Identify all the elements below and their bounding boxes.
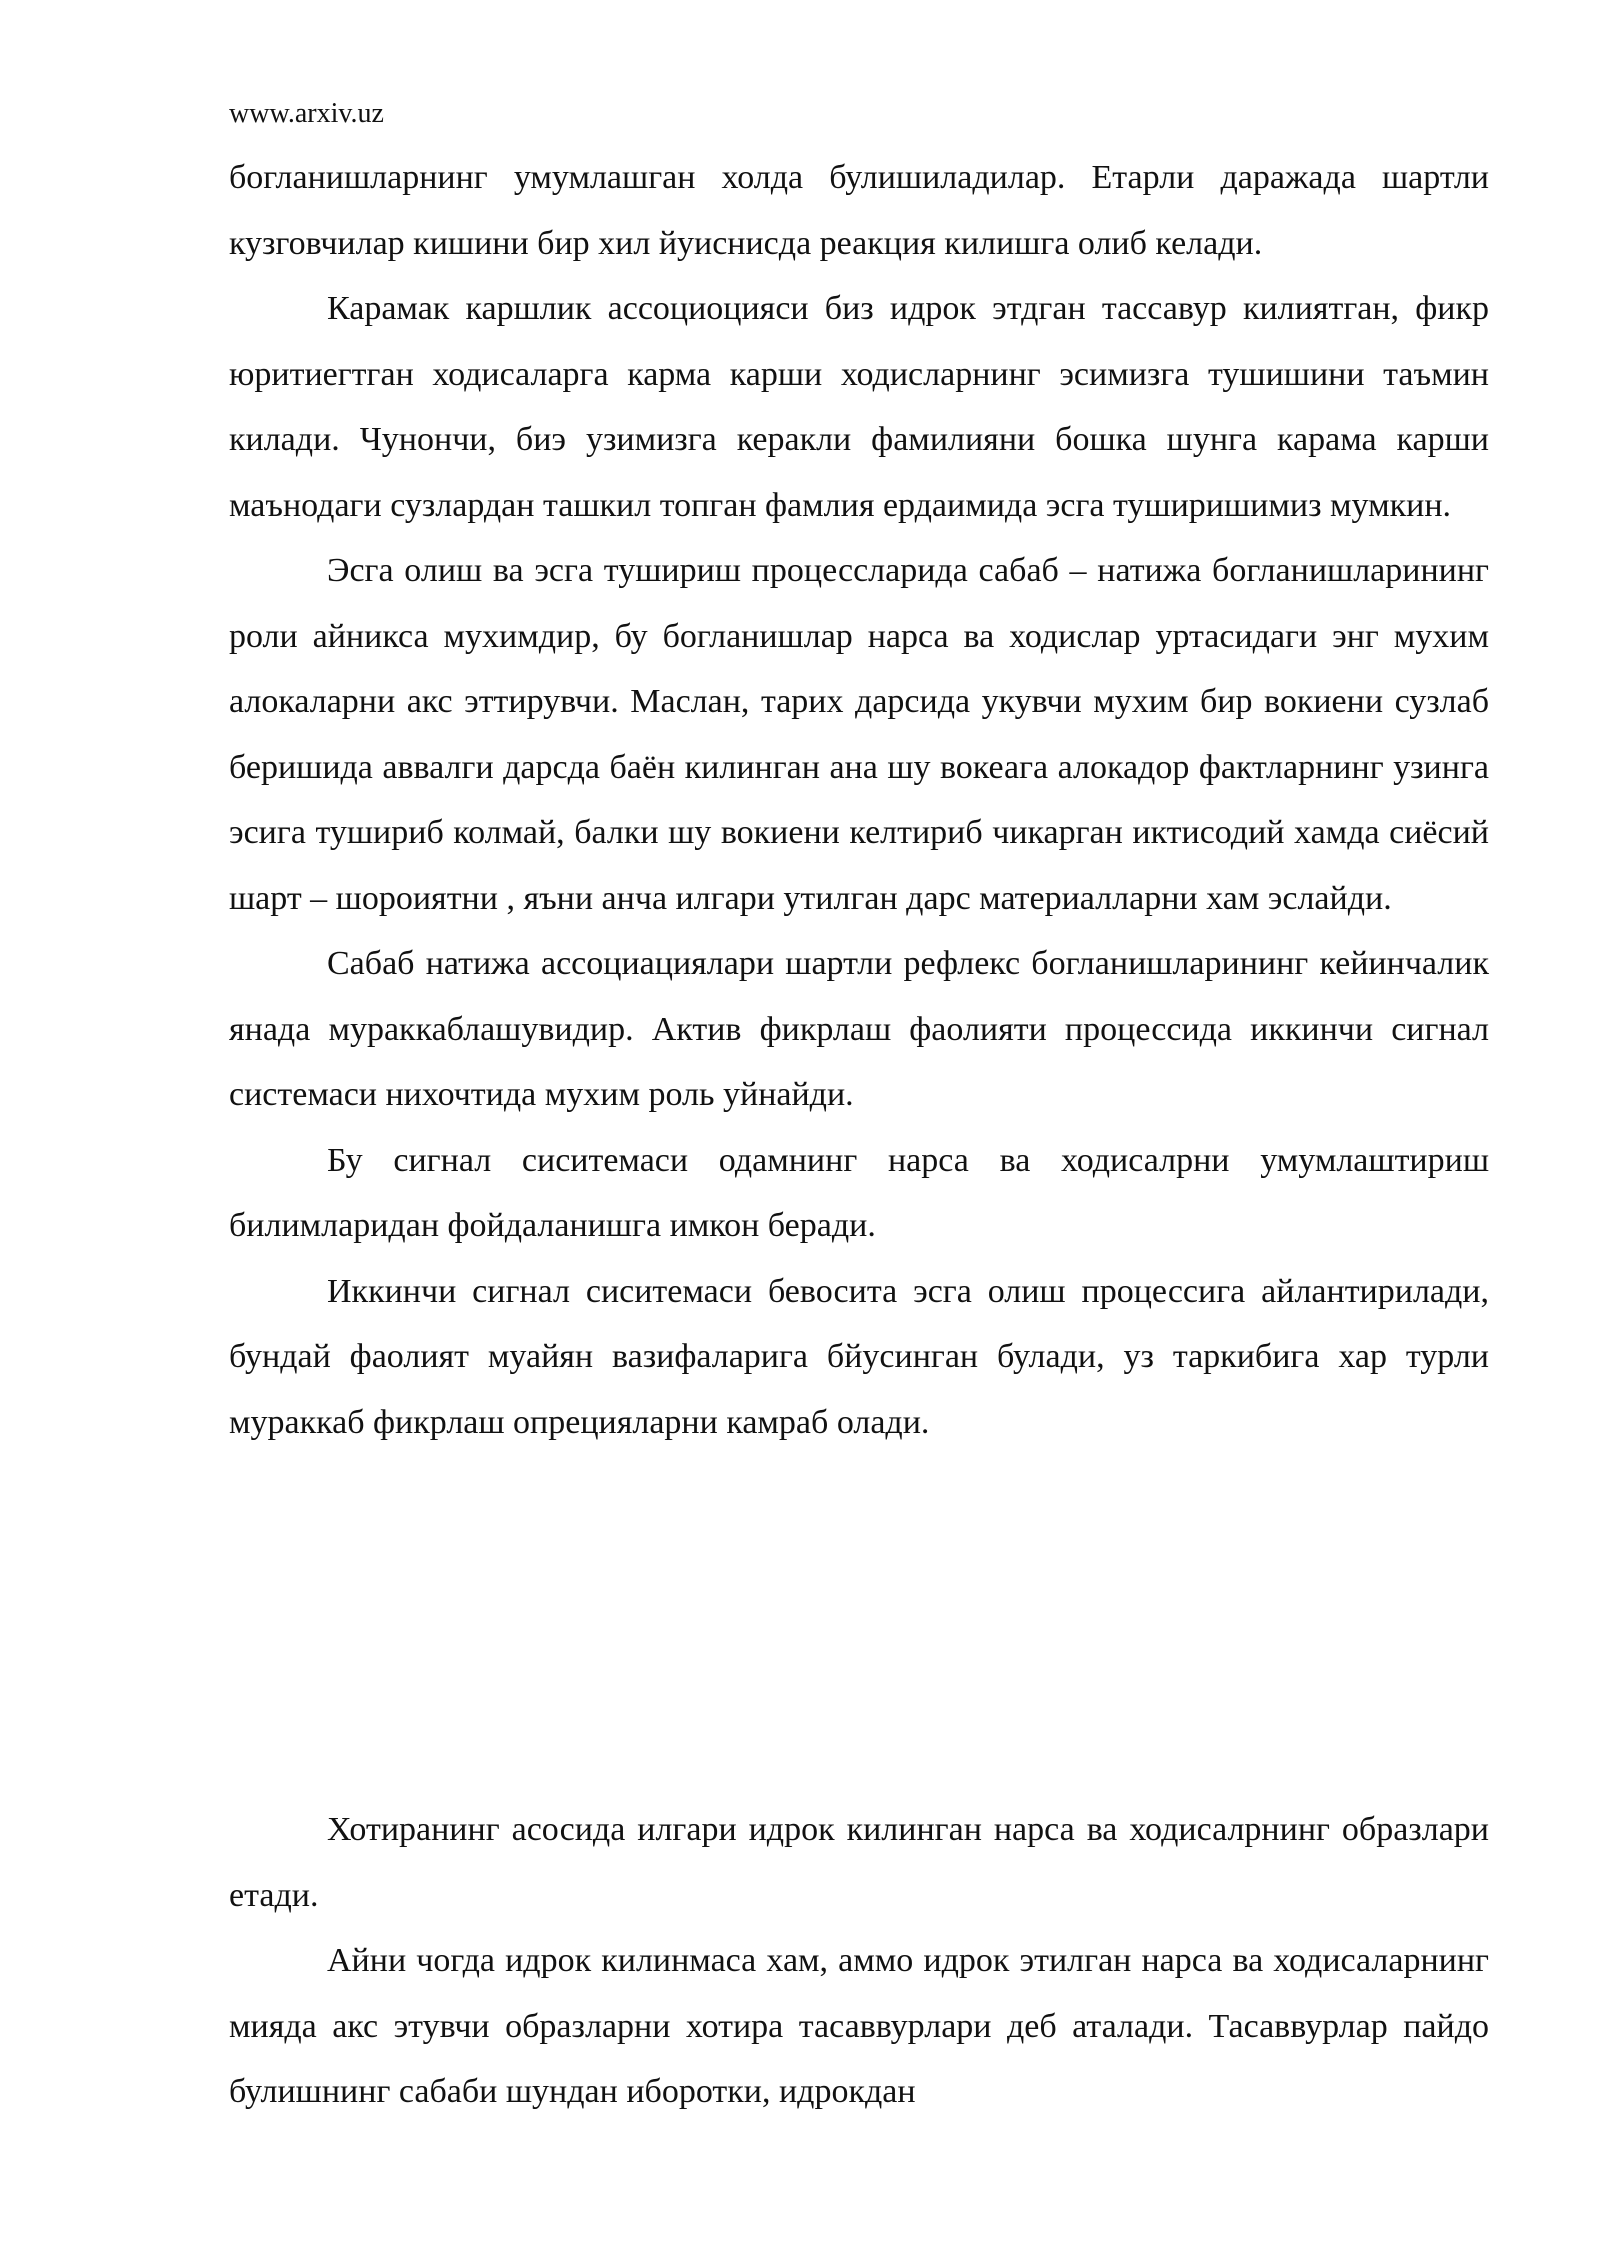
paragraph-2: Карамак каршлик ассоциоцияси биз идрок этдган тассавур килиятган, фикр юритиегтган ходисаларга карма карши ходисларнинг эсимизга тушишини таъмин килади. Чунончи, биэ узимизга кеpакли фамилияни бошка шунга карама карши маънодаги сузлардан ташкил топган фамлия ердаимида эсга туширишимиз мумкин.	[229, 290, 1489, 524]
body-text-lower	[229, 1797, 1489, 2125]
paragraph-5: Бу сигнал сиситемаси одамнинг нарса ва ходисалрни умумлаштириш билимларидан фойдаланишга имкон беради.	[229, 1141, 1489, 1244]
body-text-upper	[229, 145, 1489, 1455]
paragraph-7: Хотиранинг асосида илгари идрок килинган нарса ва ходисалрнинг образлари етади.	[229, 1811, 1489, 1914]
paragraph-1: богланишларнинг умумлашган холда булишиладилар. Етарли даражада шартли кузговчилар кишини бир хил йуиснисда реакция килишга олиб келади.	[229, 159, 1489, 262]
paragraph-8: Айни чогда идрок килинмаса хам, аммо идрок этилган нарса ва ходисаларнинг мияда акс этувчи образларни хотира тасаввурлари деб аталади. Тасаввурлар пайдо булишнинг сабаби шундан иборотки, идрокдан	[229, 1942, 1489, 2110]
page-header-url: www.arxiv.uz	[229, 98, 384, 129]
paragraph-6: Иккинчи сигнал сиситемаси бевосита эсга олиш процессига айлантирилади, бундай фаолият муайян вазифаларига бйусинган булади, уз таркибига хар турли мураккаб фикрлаш опрецияларни камраб олади.	[229, 1272, 1489, 1441]
paragraph-3: Эсга олиш ва эсга тушириш процессларида сабаб – натижа богланишларининг роли айникса мухимдир, бу богланишлар нарса ва ходислар уртасидаги энг мухим алокаларни акс эттирувчи. Маслан, тарих дарсида укувчи мухим бир вокиени сузлаб беришида аввалги дарсда баён килинган ана шу вокеага алокадор фактларнинг узинга эсига тушириб колмай, балки шу вокиени келтириб чикарган иктисодий хамда сиёсий шарт – шороиятни , яъни анча илгари утилган дарс материалларни хам эслайди.	[229, 552, 1489, 917]
paragraph-4: Сабаб натижа ассоциациялари шартли рефлекс богланишларининг кейинчалик янада мураккаблашувидир. Актив фикрлаш фаолияти процессида иккинчи сигнал системаси нихочтида мухим роль уйнайди.	[229, 945, 1489, 1113]
